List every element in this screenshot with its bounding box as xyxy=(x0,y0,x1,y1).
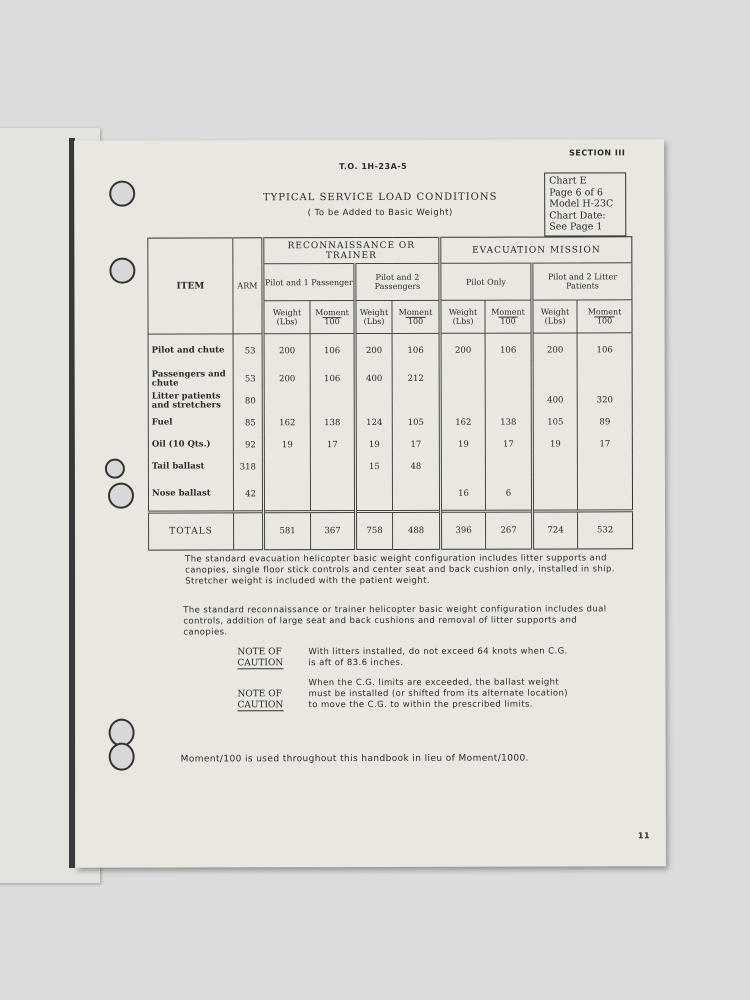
moment-header xyxy=(485,300,532,333)
weight-cell: 162 xyxy=(263,412,310,434)
weight-header xyxy=(440,300,485,333)
punch-hole xyxy=(109,181,135,207)
moment-cell: 17 xyxy=(577,433,632,455)
weight-label: Weight xyxy=(540,307,570,317)
moment-label: Moment xyxy=(315,308,349,318)
group-evac: EVACUATION MISSION xyxy=(440,237,632,264)
chart-date-ref: See Page 1 xyxy=(549,221,603,233)
total-cell: 396 xyxy=(441,511,486,549)
moment-cell: 106 xyxy=(577,333,632,367)
weight-cell: 19 xyxy=(440,433,485,455)
weight-cell: 200 xyxy=(263,368,310,390)
row-item: Passengers and chute xyxy=(148,368,233,390)
weight-cell: 16 xyxy=(440,477,485,511)
weight-cell: 200 xyxy=(532,333,577,367)
moment-denominator: 100 xyxy=(596,316,613,326)
section-label: SECTION III xyxy=(569,148,626,158)
page-number: 11 xyxy=(637,831,651,841)
moment-cell: 17 xyxy=(392,433,440,455)
moment-cell xyxy=(310,456,355,478)
moment-cell: 138 xyxy=(310,412,355,434)
table-row xyxy=(148,333,632,368)
row-item: Oil (10 Qts.) xyxy=(148,434,233,456)
row-arm: 53 xyxy=(233,368,263,390)
totals-row xyxy=(149,511,633,550)
weight-unit: (Lbs) xyxy=(544,316,566,326)
weight-cell xyxy=(355,389,392,411)
page-subtitle: ( To be Added to Basic Weight) xyxy=(307,207,453,219)
table-row xyxy=(148,455,632,478)
weight-cell: 19 xyxy=(355,433,392,455)
weight-header xyxy=(263,301,310,334)
caution-label-line2: CAUTION xyxy=(237,658,284,669)
row-arm: 53 xyxy=(233,334,263,368)
punch-hole xyxy=(108,483,134,509)
row-arm: 80 xyxy=(233,390,263,412)
weight-cell: 15 xyxy=(355,455,392,477)
total-cell: 532 xyxy=(578,511,633,549)
weight-unit: (Lbs) xyxy=(452,316,474,326)
weight-cell: 19 xyxy=(532,433,577,455)
moment-cell: 6 xyxy=(485,477,532,511)
row-arm: 92 xyxy=(233,434,263,456)
row-arm: 42 xyxy=(233,478,263,512)
total-cell: 758 xyxy=(356,511,393,549)
table-row xyxy=(148,367,632,390)
caution-label xyxy=(237,689,283,711)
row-arm: 85 xyxy=(233,412,263,434)
weight-label: Weight xyxy=(448,307,478,317)
footer-note: Moment/100 is used throughout this handbook in lieu of Moment/1000. xyxy=(180,753,529,765)
moment-cell xyxy=(310,390,355,412)
moment-header xyxy=(577,300,632,333)
weight-label: Weight xyxy=(272,308,302,318)
row-item: Tail ballast xyxy=(148,456,233,478)
moment-cell: 17 xyxy=(310,434,355,456)
weight-header xyxy=(355,300,392,333)
weight-cell: 105 xyxy=(532,411,577,433)
weight-cell: 19 xyxy=(263,434,310,456)
caution-litters: With litters installed, do not exceed 64 knots when C.G. is aft of 83.6 inches. xyxy=(308,646,568,669)
weight-header xyxy=(532,300,577,333)
page-title: TYPICAL SERVICE LOAD CONDITIONS xyxy=(262,191,498,204)
moment-cell: 17 xyxy=(485,433,532,455)
moment-cell: 106 xyxy=(310,334,355,368)
weight-label: Weight xyxy=(359,307,389,318)
caution-label-line1: NOTE OF xyxy=(237,689,282,700)
moment-cell: 89 xyxy=(577,411,632,433)
weight-cell xyxy=(263,456,310,478)
moment-cell: 320 xyxy=(577,389,632,411)
moment-denominator: 100 xyxy=(407,316,424,326)
moment-header xyxy=(310,301,355,334)
moment-label: Moment xyxy=(587,307,622,317)
config-header: Pilot and 1 Passenger xyxy=(263,264,355,301)
row-item: Fuel xyxy=(148,412,233,434)
caution-label-line1: NOTE OF xyxy=(237,647,282,658)
chart-date-label: Chart Date: xyxy=(549,209,606,222)
chart-model: Model H-23C xyxy=(549,198,614,210)
punch-hole xyxy=(105,459,125,479)
col-arm: ARM xyxy=(233,238,263,334)
weight-cell xyxy=(263,478,310,512)
weight-cell xyxy=(532,367,577,389)
weight-cell: 200 xyxy=(263,334,310,368)
moment-cell: 106 xyxy=(485,333,532,367)
chart-info-box xyxy=(544,172,626,236)
row-arm: 318 xyxy=(233,456,263,478)
moment-cell: 212 xyxy=(392,367,440,389)
moment-cell: 48 xyxy=(392,455,440,477)
total-cell: 724 xyxy=(533,511,578,549)
row-item: Pilot and chute xyxy=(148,334,233,368)
weight-cell: 124 xyxy=(355,411,392,433)
moment-label: Moment xyxy=(491,307,525,317)
weight-cell xyxy=(440,367,485,389)
total-cell: 488 xyxy=(393,511,441,549)
weight-cell xyxy=(440,389,485,411)
config-header: Pilot and 2 Passengers xyxy=(355,263,440,300)
note-recon-config: The standard reconnaissance or trainer helicopter basic weight configuration includes dual controls, addition of large seat and back cushions and removal of litter supports and canopies. xyxy=(183,604,607,638)
moment-label: Moment xyxy=(398,307,433,317)
caution-label-line2: CAUTION xyxy=(237,700,284,711)
moment-cell xyxy=(485,455,532,477)
moment-denominator: 100 xyxy=(324,317,340,327)
col-item: ITEM xyxy=(148,238,233,334)
to-number: T.O. 1H-23A-5 xyxy=(339,161,408,172)
moment-cell xyxy=(577,455,632,477)
moment-cell: 106 xyxy=(310,368,355,390)
totals-label: TOTALS xyxy=(149,512,234,550)
chart-id: Chart E xyxy=(549,175,587,187)
punch-hole xyxy=(109,743,135,771)
table-row xyxy=(148,389,632,412)
weight-cell xyxy=(355,477,392,511)
caution-ballast: When the C.G. limits are exceeded, the ballast weight must be installed (or shifted from its alternate location) to move the C.G. to within the prescribed limits. xyxy=(308,677,569,711)
weight-cell xyxy=(532,455,577,477)
table-row xyxy=(148,411,632,434)
config-header: Pilot and 2 Litter Patients xyxy=(532,263,632,300)
weight-cell xyxy=(532,477,577,511)
moment-cell: 105 xyxy=(392,411,440,433)
weight-cell xyxy=(263,390,310,412)
weight-cell: 200 xyxy=(440,333,485,367)
weight-unit: (Lbs) xyxy=(363,316,385,327)
moment-cell xyxy=(392,477,440,511)
weight-cell: 400 xyxy=(532,389,577,411)
weight-cell: 400 xyxy=(355,367,392,389)
moment-cell: 138 xyxy=(485,411,532,433)
weight-cell xyxy=(440,455,485,477)
total-cell: 267 xyxy=(486,511,533,549)
weight-cell: 162 xyxy=(440,411,485,433)
total-cell: 367 xyxy=(311,512,356,550)
config-header: Pilot Only xyxy=(440,263,532,300)
moment-header xyxy=(392,300,440,333)
note-evacuation-config: The standard evacuation helicopter basic weight configuration includes litter supports and canopies, single floor stick controls and center seat and back cushion only, installed in ship. Stretcher weight is included with the patient weight. xyxy=(185,553,615,587)
chart-page: Page 6 of 6 xyxy=(549,186,603,199)
moment-cell xyxy=(485,367,532,389)
row-item: Nose ballast xyxy=(148,478,233,512)
row-item: Litter patients and stretchers xyxy=(148,390,233,412)
group-recon: RECONNAISSANCE OR TRAINER xyxy=(263,237,440,263)
moment-cell xyxy=(310,478,355,512)
total-cell: 581 xyxy=(264,512,311,550)
weight-unit: (Lbs) xyxy=(276,317,298,327)
caution-label xyxy=(237,647,283,669)
moment-cell xyxy=(392,389,440,411)
moment-denominator: 100 xyxy=(500,316,516,326)
moment-cell: 106 xyxy=(392,333,440,367)
punch-hole xyxy=(109,258,135,284)
weight-cell: 200 xyxy=(355,333,392,367)
document-page xyxy=(74,139,666,868)
moment-cell xyxy=(577,367,632,389)
moment-cell xyxy=(577,477,632,511)
load-conditions-table xyxy=(147,236,633,550)
moment-cell xyxy=(485,389,532,411)
table-row xyxy=(148,433,632,456)
table-row xyxy=(148,477,632,512)
